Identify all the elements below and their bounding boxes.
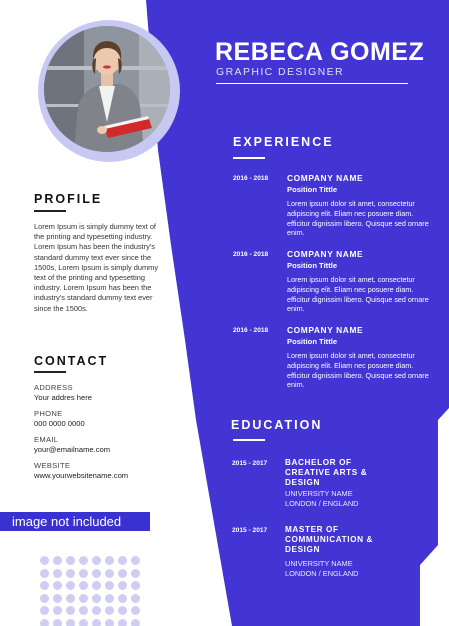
decorative-dot <box>66 606 75 615</box>
website-label: WEBSITE <box>34 461 71 470</box>
education-school: UNIVERSITY NAME <box>285 489 353 498</box>
decorative-dot <box>131 581 140 590</box>
experience-heading-rule <box>233 157 265 159</box>
decorative-dot <box>53 594 62 603</box>
phone-value: 000 0000 0000 <box>34 419 85 428</box>
decorative-dot <box>92 556 101 565</box>
decorative-dot <box>79 594 88 603</box>
decorative-dot <box>53 556 62 565</box>
phone-label: PHONE <box>34 409 63 418</box>
decorative-dot <box>92 594 101 603</box>
experience-heading: EXPERIENCE <box>233 135 334 149</box>
education-heading-rule <box>233 439 265 441</box>
decorative-dot <box>79 581 88 590</box>
decorative-dot <box>105 619 114 626</box>
decorative-dot <box>105 556 114 565</box>
decorative-dot <box>40 594 49 603</box>
experience-company: COMPANY NAME <box>287 173 364 183</box>
decorative-dot <box>92 581 101 590</box>
decorative-dot <box>53 569 62 578</box>
decorative-dot <box>40 581 49 590</box>
decorative-dot <box>79 606 88 615</box>
education-date: 2015 - 2017 <box>232 527 268 534</box>
experience-position: Position Tittle <box>287 337 338 346</box>
person-name: REBECA GOMEZ <box>215 38 425 66</box>
experience-company: COMPANY NAME <box>287 325 364 335</box>
decorative-dot <box>40 619 49 626</box>
education-location: LONDON / ENGLAND <box>285 499 359 508</box>
image-not-included-banner: image not included <box>0 512 150 531</box>
decorative-dot <box>105 569 114 578</box>
decorative-dot <box>53 581 62 590</box>
decorative-dot <box>131 594 140 603</box>
email-label: EMAIL <box>34 435 59 444</box>
decorative-dot <box>118 581 127 590</box>
decorative-dot <box>92 569 101 578</box>
contact-heading-rule <box>34 371 66 373</box>
decorative-dot <box>131 569 140 578</box>
education-degree: BACHELOR OF CREATIVE ARTS & DESIGN <box>285 458 368 487</box>
experience-description: Lorem ipsum dolor sit amet, consectetur adipiscing elit. Eliam nec posuere diam. efficitur dignissim libero. Quisque sed ornare enim. <box>287 275 429 314</box>
decorative-dot <box>79 556 88 565</box>
decorative-dot <box>118 619 127 626</box>
decorative-dot <box>53 619 62 626</box>
profile-photo <box>44 26 170 152</box>
decorative-dot <box>118 569 127 578</box>
decorative-dot <box>66 569 75 578</box>
decorative-dot <box>118 606 127 615</box>
experience-company: COMPANY NAME <box>287 249 364 259</box>
email-value: your@emailname.com <box>34 445 111 454</box>
education-degree: MASTER OF COMMUNICATION & DESIGN <box>285 525 373 554</box>
education-school: UNIVERSITY NAME <box>285 559 353 568</box>
experience-description: Lorem ipsum dolor sit amet, consectetur adipiscing elit. Eliam nec posuere diam. efficitur dignissim libero. Quisque sed ornare enim. <box>287 199 429 238</box>
decorative-dot <box>131 556 140 565</box>
contact-phone <box>34 409 85 429</box>
decorative-dot <box>105 594 114 603</box>
decorative-dot <box>118 556 127 565</box>
decorative-dot <box>66 556 75 565</box>
decorative-dot <box>40 569 49 578</box>
experience-position: Position Tittle <box>287 185 338 194</box>
profile-heading: PROFILE <box>34 192 103 206</box>
contact-website <box>34 461 128 481</box>
decorative-dot <box>79 569 88 578</box>
decorative-dot <box>92 619 101 626</box>
decorative-dot <box>105 606 114 615</box>
education-date: 2015 - 2017 <box>232 460 268 467</box>
name-divider <box>216 83 408 84</box>
decorative-dot <box>131 606 140 615</box>
decorative-dot <box>118 594 127 603</box>
education-location: LONDON / ENGLAND <box>285 569 359 578</box>
experience-date: 2016 - 2018 <box>233 327 269 334</box>
decorative-dot <box>92 606 101 615</box>
website-value: www.yourwebsitename.com <box>34 471 129 480</box>
decorative-dot <box>40 556 49 565</box>
decorative-dot <box>53 606 62 615</box>
experience-date: 2016 - 2018 <box>233 175 269 182</box>
decorative-dot <box>40 606 49 615</box>
decorative-dot <box>131 619 140 626</box>
person-illustration <box>44 26 170 152</box>
contact-email <box>34 435 110 455</box>
address-value: Your addres here <box>34 393 92 402</box>
experience-position: Position Tittle <box>287 261 338 270</box>
contact-heading: CONTACT <box>34 354 109 368</box>
decorative-dot <box>66 619 75 626</box>
experience-description: Lorem ipsum dolor sit amet, consectetur adipiscing elit. Eliam nec posuere diam. efficitur dignissim libero. Quisque sed ornare enim. <box>287 351 429 390</box>
profile-heading-rule <box>34 210 66 212</box>
person-title: GRAPHIC DESIGNER <box>216 66 344 78</box>
experience-date: 2016 - 2018 <box>233 251 269 258</box>
address-label: ADDRESS <box>34 383 73 392</box>
decorative-dot <box>79 619 88 626</box>
decorative-dot <box>105 581 114 590</box>
contact-address <box>34 383 92 403</box>
decorative-dot <box>66 581 75 590</box>
decorative-dot <box>66 594 75 603</box>
profile-text: Lorem Ipsum is simply dummy text of the printing and typesetting industry. Lorem Ipsum has been the industry's standard dummy text ever since the 1500s, Lorem Ipsum is simply dummy text of the printing and typesetting industry. Lorem Ipsum has been the industry's standard dummy text ever since the 1500s. <box>34 222 159 313</box>
education-heading: EDUCATION <box>231 418 323 432</box>
